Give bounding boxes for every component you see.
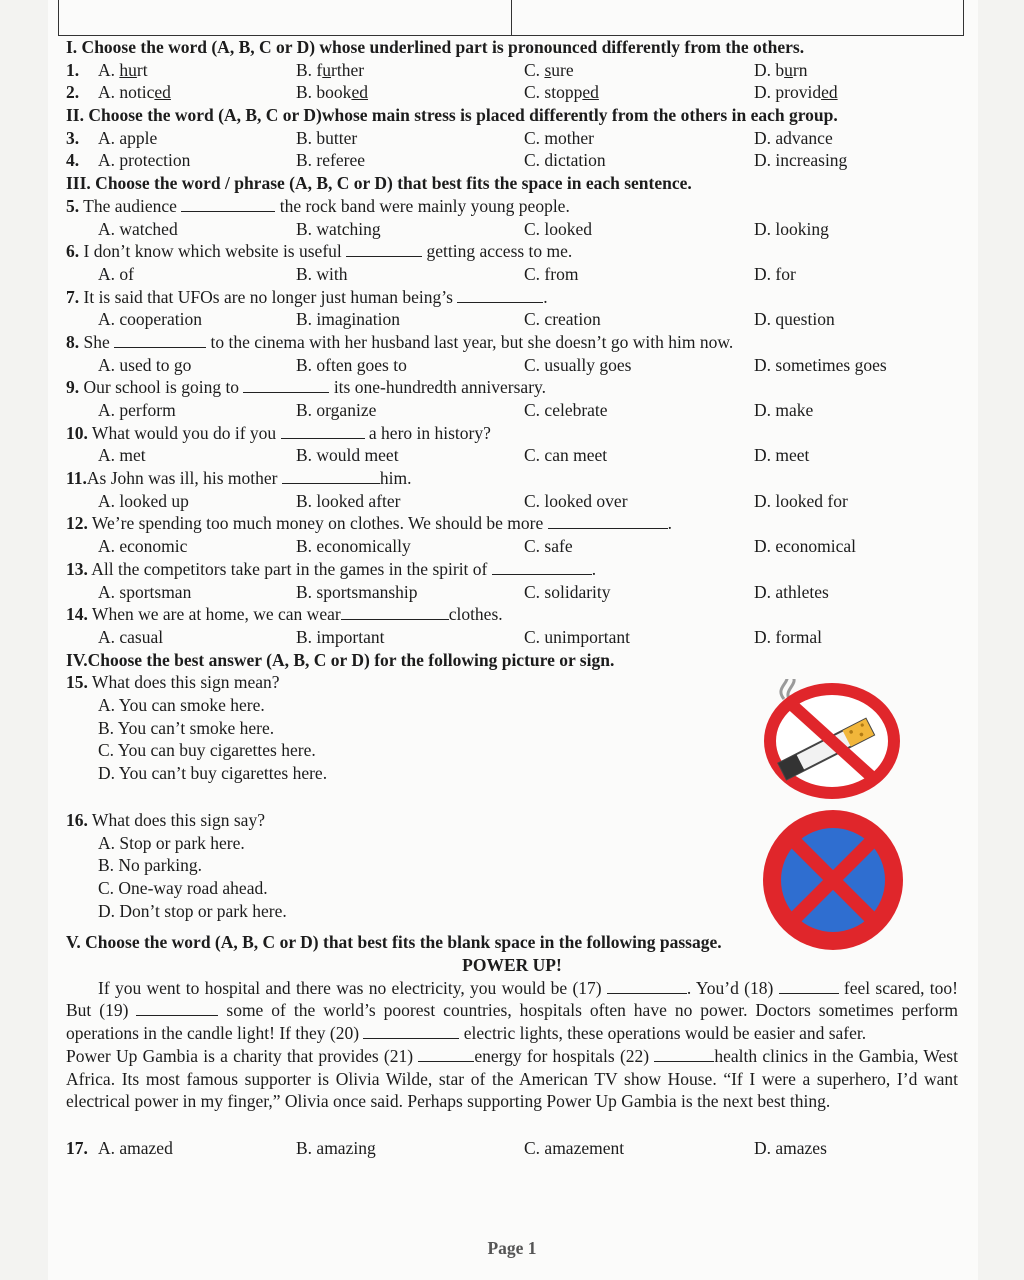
q2-option-b: B. booked	[296, 82, 368, 103]
q16-option-d: D. Don’t stop or park here.	[98, 900, 287, 921]
q3-option-c: C. mother	[524, 127, 594, 148]
q17-option-b: B. amazing	[296, 1137, 376, 1158]
q15-option-c: C. You can buy cigarettes here.	[98, 740, 316, 761]
q9-option-a: A. perform	[98, 400, 176, 421]
passage-title: POWER UP!	[462, 955, 562, 976]
question-11-stem: 11.As John was ill, his mother him.	[66, 468, 412, 489]
question-16-stem: 16. What does this sign say?	[66, 809, 265, 830]
q17-option-d: D. amazes	[754, 1137, 827, 1158]
q8-option-d: D. sometimes goes	[754, 354, 887, 375]
question-2	[66, 81, 958, 104]
blank-17	[607, 979, 687, 994]
q8-option-c: C. usually goes	[524, 354, 632, 375]
q1-option-b: B. further	[296, 59, 365, 80]
question-10-stem: 10. What would you do if you a hero in history?	[66, 422, 491, 443]
q15-option-b: B. You can’t smoke here.	[98, 717, 275, 738]
question-12-stem: 12. We’re spending too much money on clothes. We should be more .	[66, 513, 672, 534]
q6-option-c: C. from	[524, 263, 579, 284]
question-14-stem: 14. When we are at home, we can wear clothes.	[66, 604, 503, 625]
signs-block	[66, 671, 958, 921]
q16-option-c: C. One-way road ahead.	[98, 877, 268, 898]
question-6-stem: 6. I don’t know which website is useful getting access to me.	[66, 241, 573, 262]
q12-blank	[548, 514, 668, 529]
q10-option-b: B. would meet	[296, 445, 399, 466]
q14-option-c: C. unimportant	[524, 626, 630, 647]
q14-option-b: B. important	[296, 626, 385, 647]
q8-blank	[114, 333, 206, 348]
q4-option-d: D. increasing	[754, 150, 848, 171]
question-5-stem: 5. The audience the rock band were mainly young people.	[66, 195, 570, 216]
q2-option-a: A. noticed	[98, 82, 171, 103]
question-14-options	[66, 626, 958, 649]
question-1	[66, 59, 958, 82]
q6-blank	[346, 242, 422, 257]
q9-option-b: B. organize	[296, 400, 377, 421]
blank-20	[363, 1024, 459, 1039]
blank-21	[418, 1047, 474, 1062]
q11-option-c: C. looked over	[524, 490, 628, 511]
q10-option-a: A. met	[98, 445, 146, 466]
passage	[66, 977, 958, 1113]
q8-option-a: A. used to go	[98, 354, 192, 375]
q12-option-a: A. economic	[98, 536, 188, 557]
question-3	[66, 127, 958, 150]
q12-option-d: D. economical	[754, 536, 857, 557]
q5-blank	[181, 197, 275, 212]
question-7-stem: 7. It is said that UFOs are no longer just human being’s .	[66, 286, 548, 307]
blank-18	[779, 979, 839, 994]
q1-option-a: A. hurt	[98, 59, 148, 80]
question-9-stem: 9. Our school is going to its one-hundredth anniversary.	[66, 377, 547, 398]
q16-option-a: A. Stop or park here.	[98, 832, 245, 853]
q2-option-d: D. provided	[754, 82, 838, 103]
q1-option-d: D. burn	[754, 59, 808, 80]
question-9-options	[66, 399, 958, 422]
question-2-number: 2.	[66, 82, 80, 103]
q11-option-a: A. looked up	[98, 490, 189, 511]
question-8-options	[66, 354, 958, 377]
section-3-title: III. Choose the word / phrase (A, B, C or D) that best fits the space in each sentence.	[66, 173, 692, 194]
q7-option-c: C. creation	[524, 309, 601, 330]
q17-option-a: A. amazed	[98, 1137, 173, 1158]
q7-option-d: D. question	[754, 309, 835, 330]
q3-option-b: B. butter	[296, 127, 358, 148]
blank-22	[654, 1047, 714, 1062]
q6-option-a: A. of	[98, 263, 134, 284]
q9-blank	[243, 378, 329, 393]
q4-option-b: B. referee	[296, 150, 365, 171]
header-table-divider	[511, 0, 512, 35]
q4-option-a: A. protection	[98, 150, 191, 171]
q13-option-d: D. athletes	[754, 581, 829, 602]
question-13-stem: 13. All the competitors take part in the games in the spirit of .	[66, 558, 597, 579]
q15-option-a: A. You can smoke here.	[98, 695, 265, 715]
q4-option-c: C. dictation	[524, 150, 606, 171]
passage-paragraph-1: If you went to hospital and there was no electricity, you would be (17) . You’d (18) feel scared, too! But (19) some of the world’s poorest countries, hospitals often have no power. Doctors sometimes perform operations in the candle light! If they (20) electric lights, these operations would be easier and safer.	[66, 977, 958, 1044]
q5-option-c: C. looked	[524, 218, 593, 239]
question-10-options	[66, 444, 958, 467]
question-3-number: 3.	[66, 127, 80, 148]
question-11-options	[66, 490, 958, 513]
q12-option-b: B. economically	[296, 536, 411, 557]
no-stopping-sign-icon	[759, 806, 907, 954]
q10-option-c: C. can meet	[524, 445, 608, 466]
q13-blank	[492, 560, 592, 575]
question-4	[66, 149, 958, 172]
question-17-number: 17.	[66, 1137, 88, 1158]
blank-19	[136, 1001, 218, 1016]
q9-option-d: D. make	[754, 400, 814, 421]
question-15-stem: 15. What does this sign mean?	[66, 672, 280, 693]
section-5-title: V. Choose the word (A, B, C or D) that best fits the blank space in the following passage.	[66, 932, 722, 953]
section-2-title: II. Choose the word (A, B, C or D)whose main stress is placed differently from the others in each group.	[66, 105, 838, 126]
question-8-stem: 8. She to the cinema with her husband last year, but she doesn’t go with him now.	[66, 331, 734, 352]
passage-paragraph-2: Power Up Gambia is a charity that provides (21) energy for hospitals (22) health clinics in the Gambia, West Africa. Its most famous supporter is Olivia Wilde, star of the American TV show House. “If I were a superhero, I’d want electrical power in my finger,” Olivia once said. Perhaps supporting Power Up Gambia is the next best thing.	[66, 1045, 958, 1112]
q14-blank	[341, 605, 449, 620]
q3-option-d: D. advance	[754, 127, 833, 148]
q5-option-b: B. watching	[296, 218, 381, 239]
q14-option-a: A. casual	[98, 626, 164, 647]
q17-option-c: C. amazement	[524, 1137, 625, 1158]
q1-option-c: C. sure	[524, 59, 574, 80]
q13-option-b: B. sportsmanship	[296, 581, 418, 602]
q11-option-d: D. looked for	[754, 490, 848, 511]
q11-blank	[282, 469, 380, 484]
q15-option-d: D. You can’t buy cigarettes here.	[98, 763, 328, 784]
section-1-title: I. Choose the word (A, B, C or D) whose underlined part is pronounced differently from the others.	[66, 37, 805, 57]
question-4-number: 4.	[66, 150, 80, 171]
q7-blank	[457, 288, 543, 303]
q11-option-b: B. looked after	[296, 490, 401, 511]
question-5-options	[66, 218, 958, 241]
q2-option-c: C. stopped	[524, 82, 599, 103]
no-smoking-sign-icon	[762, 679, 902, 799]
q6-option-d: D. for	[754, 263, 796, 284]
q10-option-d: D. meet	[754, 445, 810, 466]
header-table	[58, 0, 964, 36]
question-6-options	[66, 263, 958, 286]
q16-option-b: B. No parking.	[98, 855, 203, 876]
worksheet-content	[66, 36, 958, 1160]
question-1-number: 1.	[66, 59, 80, 80]
question-12-options	[66, 535, 958, 558]
question-13-options	[66, 581, 958, 604]
q7-option-a: A. cooperation	[98, 309, 202, 330]
q3-option-a: A. apple	[98, 127, 158, 148]
q13-option-c: C. solidarity	[524, 581, 611, 602]
q9-option-c: C. celebrate	[524, 400, 608, 421]
q6-option-b: B. with	[296, 263, 348, 284]
question-7-options	[66, 308, 958, 331]
q10-blank	[281, 424, 365, 439]
q8-option-b: B. often goes to	[296, 354, 407, 375]
q7-option-b: B. imagination	[296, 309, 401, 330]
q13-option-a: A. sportsman	[98, 581, 192, 602]
q14-option-d: D. formal	[754, 626, 823, 647]
page-number: Page 1	[487, 1238, 537, 1258]
q12-option-c: C. safe	[524, 536, 573, 557]
section-4-title: IV.Choose the best answer (A, B, C or D) for the following picture or sign.	[66, 649, 615, 670]
q5-option-d: D. looking	[754, 218, 829, 239]
q5-option-a: A. watched	[98, 218, 178, 239]
question-17	[66, 1137, 958, 1160]
